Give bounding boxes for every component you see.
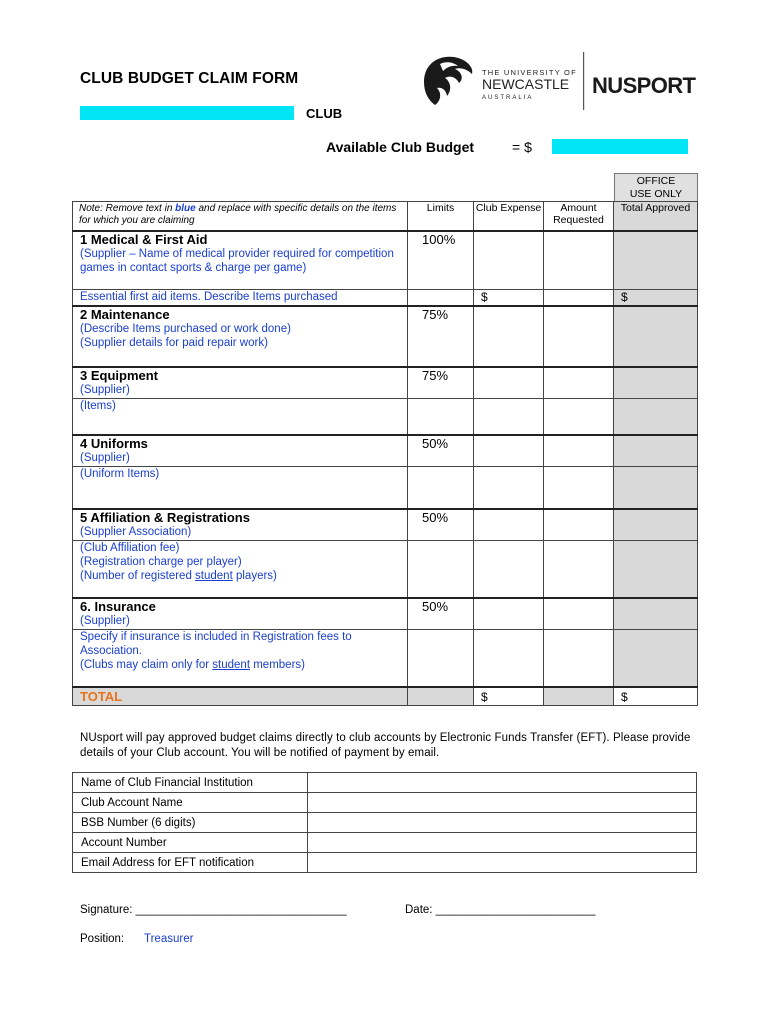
section-body-row bbox=[73, 525, 698, 541]
section-title: 4 Uniforms bbox=[73, 435, 408, 451]
office-use-only-header bbox=[614, 173, 698, 202]
club-expense-cell[interactable] bbox=[474, 435, 544, 451]
bank-field-input[interactable] bbox=[308, 853, 697, 873]
section-row bbox=[73, 509, 698, 525]
bank-field-label: BSB Number (6 digits) bbox=[73, 813, 308, 833]
col-amount-requested: Amount Requested bbox=[544, 202, 614, 232]
section-body-row bbox=[73, 614, 698, 630]
section-body-row bbox=[73, 247, 698, 290]
section-sub-desc[interactable]: (Items) bbox=[73, 399, 408, 436]
total-approved-dollar: $ bbox=[614, 687, 698, 706]
desc-line: (Supplier details for paid repair work) bbox=[80, 337, 268, 349]
university-logo bbox=[420, 52, 700, 110]
amount-requested-cell[interactable] bbox=[544, 435, 614, 451]
logo-line2: NEWCASTLE bbox=[482, 76, 570, 92]
total-expense-dollar[interactable]: $ bbox=[474, 687, 544, 706]
section-desc[interactable]: (Supplier) bbox=[73, 614, 408, 630]
total-approved-cell bbox=[614, 367, 698, 383]
total-approved-cell bbox=[614, 306, 698, 322]
desc-line: (Describe Items purchased or work done) bbox=[80, 323, 291, 335]
section-sub-row bbox=[73, 630, 698, 688]
club-expense-cell[interactable] bbox=[474, 598, 544, 614]
bank-field-input[interactable] bbox=[308, 793, 697, 813]
desc-line-underlined: student bbox=[195, 570, 233, 582]
section-limit: 50% bbox=[408, 435, 474, 451]
available-budget-label: Available Club Budget bbox=[326, 139, 475, 155]
club-expense-cell[interactable] bbox=[474, 367, 544, 383]
section-limit: 75% bbox=[408, 306, 474, 322]
section-limit: 100% bbox=[408, 231, 474, 247]
section-row bbox=[73, 306, 698, 322]
expense-dollar[interactable]: $ bbox=[474, 290, 544, 307]
section-title: 5 Affiliation & Registrations bbox=[73, 509, 408, 525]
club-expense-cell[interactable] bbox=[474, 509, 544, 525]
total-label: TOTAL bbox=[73, 687, 408, 706]
section-sub-row bbox=[73, 399, 698, 436]
section-title: 1 Medical & First Aid bbox=[73, 231, 408, 247]
section-desc[interactable] bbox=[73, 322, 408, 367]
section-sub-desc[interactable]: (Uniform Items) bbox=[73, 467, 408, 510]
eft-instructions: NUsport will pay approved budget claims directly to club accounts by Electronic Funds Transfer (EFT). Please provide details of your Club account. You will be notified of payment by email. bbox=[80, 732, 691, 759]
amount-requested-cell[interactable] bbox=[544, 509, 614, 525]
desc-line: (Club Affiliation fee) bbox=[80, 542, 180, 554]
section-limit: 50% bbox=[408, 598, 474, 614]
desc-line-text: members) bbox=[250, 659, 305, 671]
desc-line bbox=[80, 569, 407, 583]
bank-field-input[interactable] bbox=[308, 833, 697, 853]
section-body-row bbox=[73, 451, 698, 467]
signature-line[interactable]: Signature: _________________________________ bbox=[80, 904, 347, 916]
section-body-row bbox=[73, 322, 698, 367]
amount-requested-cell[interactable] bbox=[544, 598, 614, 614]
bank-field-label: Account Number bbox=[73, 833, 308, 853]
bank-row bbox=[73, 793, 697, 813]
section-sub-row bbox=[73, 541, 698, 599]
col-total-approved: Total Approved bbox=[614, 202, 698, 232]
section-row bbox=[73, 598, 698, 614]
desc-line bbox=[80, 658, 407, 672]
claim-table bbox=[72, 201, 698, 706]
bank-field-input[interactable] bbox=[308, 773, 697, 793]
budget-equals-dollar: = $ bbox=[512, 139, 532, 155]
note-text-rest: and replace with specific details on the items for which you are claiming bbox=[79, 203, 397, 226]
bank-field-input[interactable] bbox=[308, 813, 697, 833]
section-row bbox=[73, 231, 698, 247]
claim-table-header bbox=[73, 202, 698, 232]
bank-field-label: Club Account Name bbox=[73, 793, 308, 813]
total-approved-cell bbox=[614, 435, 698, 451]
desc-line: Specify if insurance is included in Registration fees to Association. bbox=[80, 631, 352, 657]
desc-line-text: (Number of registered bbox=[80, 570, 196, 582]
total-row bbox=[73, 687, 698, 706]
total-approved-cell bbox=[614, 598, 698, 614]
desc-line-text: players) bbox=[232, 570, 277, 582]
position-value[interactable]: Treasurer bbox=[144, 933, 194, 945]
note-blue-word: blue bbox=[175, 203, 196, 214]
note-cell bbox=[73, 202, 408, 232]
section-desc[interactable]: (Supplier – Name of medical provider required for competition games in contact sports & charge per game) bbox=[73, 247, 408, 290]
section-title: 3 Equipment bbox=[73, 367, 408, 383]
desc-line: (Registration charge per player) bbox=[80, 556, 242, 568]
position-label: Position: bbox=[80, 933, 125, 945]
total-approved-cell bbox=[614, 509, 698, 525]
section-sub-row bbox=[73, 290, 698, 307]
section-row bbox=[73, 435, 698, 451]
bank-row bbox=[73, 773, 697, 793]
amount-requested-cell[interactable] bbox=[544, 306, 614, 322]
logo-line1: THE UNIVERSITY OF bbox=[482, 68, 577, 77]
col-limits: Limits bbox=[408, 202, 474, 232]
amount-requested-cell[interactable] bbox=[544, 231, 614, 247]
bank-field-label: Name of Club Financial Institution bbox=[73, 773, 308, 793]
office-head-line1: OFFICE bbox=[636, 175, 676, 187]
club-name-field[interactable] bbox=[80, 106, 294, 120]
approved-dollar: $ bbox=[614, 290, 698, 307]
col-club-expense: Club Expense bbox=[474, 202, 544, 232]
total-approved-cell bbox=[614, 231, 698, 247]
newcastle-emblem-icon bbox=[420, 52, 700, 110]
section-sub-row bbox=[73, 467, 698, 510]
section-sub-desc[interactable] bbox=[73, 630, 408, 688]
bank-row bbox=[73, 853, 697, 873]
section-title: 6. Insurance bbox=[73, 598, 408, 614]
section-limit: 50% bbox=[408, 509, 474, 525]
section-desc[interactable]: (Supplier Association) bbox=[73, 525, 408, 541]
club-expense-cell[interactable] bbox=[474, 306, 544, 322]
section-row bbox=[73, 367, 698, 383]
section-desc[interactable]: (Supplier) bbox=[73, 383, 408, 399]
section-title: 2 Maintenance bbox=[73, 306, 408, 322]
bank-row bbox=[73, 813, 697, 833]
section-desc[interactable]: (Supplier) bbox=[73, 451, 408, 467]
section-sub-desc[interactable] bbox=[73, 541, 408, 599]
logo-line3: AUSTRALIA bbox=[482, 95, 534, 101]
bank-details-table bbox=[72, 772, 697, 873]
club-label: CLUB bbox=[306, 106, 343, 121]
available-budget-field[interactable] bbox=[552, 139, 688, 154]
form-title: CLUB BUDGET CLAIM FORM bbox=[80, 70, 299, 87]
bank-row bbox=[73, 833, 697, 853]
nusport-brand: NUSPORT bbox=[592, 73, 696, 98]
section-limit: 75% bbox=[408, 367, 474, 383]
note-text: Note: Remove text in bbox=[79, 203, 176, 214]
bank-field-label: Email Address for EFT notification bbox=[73, 853, 308, 873]
desc-line-underlined: student bbox=[212, 659, 251, 671]
office-head-line2: USE ONLY bbox=[629, 188, 683, 200]
desc-line-text: (Clubs may claim only for bbox=[80, 659, 213, 671]
club-expense-cell[interactable] bbox=[474, 231, 544, 247]
section-body-row bbox=[73, 383, 698, 399]
amount-requested-cell[interactable] bbox=[544, 367, 614, 383]
section-sub-desc[interactable]: Essential first aid items. Describe Items purchased bbox=[73, 290, 408, 307]
date-line[interactable]: Date: _________________________ bbox=[405, 904, 596, 916]
